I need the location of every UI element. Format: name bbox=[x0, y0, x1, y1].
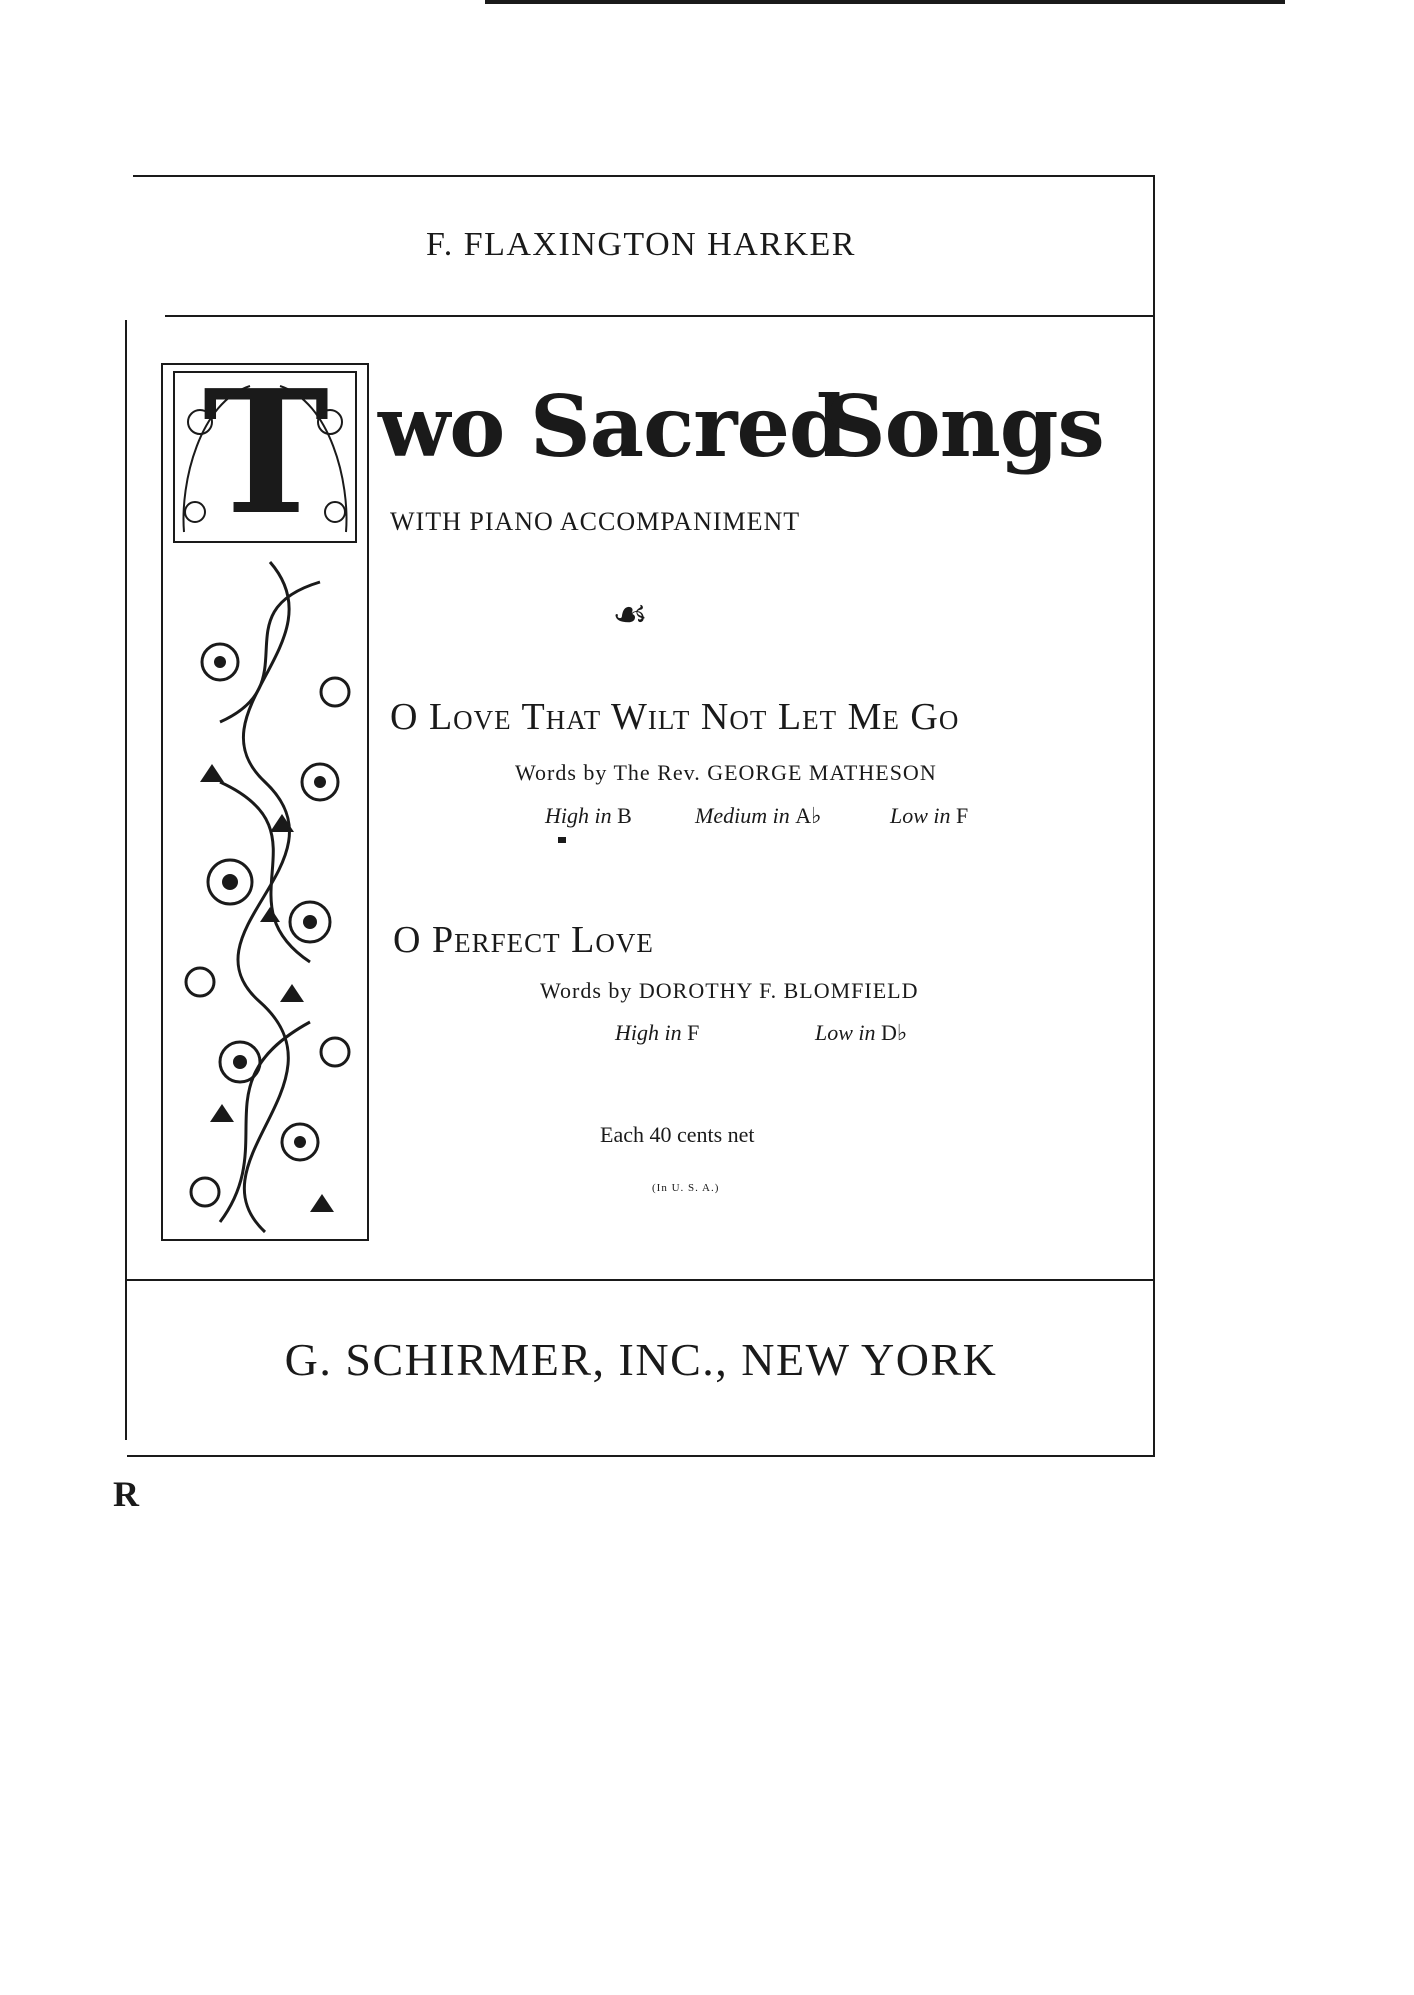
song-1-title-word: G bbox=[910, 696, 939, 738]
frame-bottom-rule bbox=[127, 1455, 1155, 1457]
song-1-title-word-rest: ET bbox=[802, 705, 838, 735]
song-1-title-word: T bbox=[521, 696, 546, 738]
frame-left-rule bbox=[125, 320, 127, 1440]
song-2-key-low: Low in D♭ bbox=[815, 1020, 908, 1045]
key-note: F bbox=[956, 803, 969, 828]
song-1-key-medium: Medium in A♭ bbox=[695, 803, 822, 828]
song-1-key-high: High in B bbox=[545, 803, 632, 828]
top-edge-rule bbox=[485, 0, 1285, 4]
song-1-title-word: M bbox=[847, 696, 883, 738]
song-1-title-word: N bbox=[700, 696, 730, 738]
song-2-title-word: L bbox=[571, 919, 596, 961]
key-note: F bbox=[687, 1020, 700, 1045]
song-1-title-word-rest: HAT bbox=[545, 705, 602, 735]
song-1-title-word-rest: ILT bbox=[647, 705, 691, 735]
song-2-title-word-rest: ERFECT bbox=[454, 928, 561, 958]
composer-bottom-rule bbox=[165, 315, 1153, 317]
song-2-title bbox=[393, 918, 654, 962]
key-range: Low bbox=[890, 803, 928, 828]
key-range: Medium bbox=[695, 803, 768, 828]
page-mark-letter: R bbox=[113, 1474, 139, 1514]
song-2-key-high: High in F bbox=[615, 1020, 700, 1045]
title-initial-letter: T bbox=[202, 353, 330, 553]
print-mark bbox=[558, 837, 566, 843]
key-note: A♭ bbox=[795, 803, 822, 828]
song-2-title-word: O bbox=[393, 919, 422, 961]
song-1-title-word-rest: OVE bbox=[453, 705, 512, 735]
title-word-1: wo bbox=[378, 377, 505, 476]
key-range: High bbox=[545, 803, 589, 828]
key-note: B bbox=[617, 803, 632, 828]
title-word-3: Songs bbox=[825, 377, 1104, 476]
song-1-title-word: L bbox=[777, 696, 803, 738]
song-1-title-word: L bbox=[428, 696, 454, 738]
subtitle: WITH PIANO ACCOMPANIMENT bbox=[390, 507, 801, 536]
song-1-title-word-rest: O bbox=[938, 705, 960, 735]
song-1-title bbox=[390, 695, 959, 739]
composer-name: F. FLAXINGTON HARKER bbox=[426, 226, 856, 263]
title-word-2: Sacred bbox=[530, 377, 847, 476]
key-note: D♭ bbox=[881, 1020, 908, 1045]
publisher-top-rule bbox=[127, 1279, 1153, 1281]
song-1-title-word-rest: OT bbox=[729, 705, 768, 735]
song-1-lyricist: Words by The Rev. GEORGE MATHESON bbox=[515, 760, 937, 785]
song-1-key-low: Low in F bbox=[890, 803, 969, 828]
song-2-lyricist: Words by DOROTHY F. BLOMFIELD bbox=[540, 978, 919, 1003]
price: Each 40 cents net bbox=[600, 1122, 755, 1147]
frame-right-rule bbox=[1153, 175, 1155, 1455]
song-2-title-word-rest: OVE bbox=[595, 928, 654, 958]
publisher: G. SCHIRMER, INC., NEW YORK bbox=[284, 1334, 998, 1385]
song-1-title-word: W bbox=[611, 696, 648, 738]
key-range: High bbox=[615, 1020, 659, 1045]
ornament-fleuron-icon: ☙ bbox=[612, 592, 648, 638]
key-range: Low bbox=[815, 1020, 853, 1045]
song-2-title-word: P bbox=[431, 919, 455, 961]
song-1-title-word: O bbox=[390, 696, 419, 738]
song-1-title-word-rest: E bbox=[882, 705, 900, 735]
frame-top-rule bbox=[133, 175, 1155, 177]
price-note: (In U. S. A.) bbox=[652, 1182, 720, 1194]
